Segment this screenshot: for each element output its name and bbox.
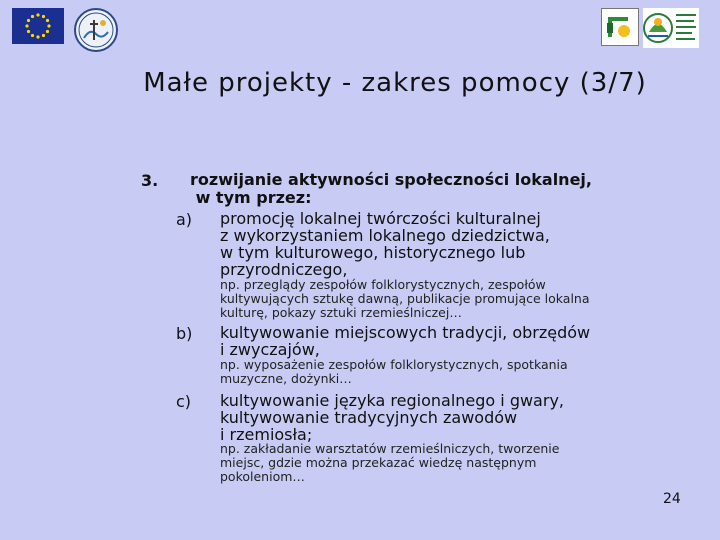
item-example-c: np. zakładanie warsztatów rzemieślniczych, tworzenie miejsc, gdzie można przekazać wiedzę następnym pokoleniom… [220,441,560,484]
item-letter-c: c) [176,392,192,411]
item-letter-b: b) [176,324,193,343]
prow-logo [643,8,699,48]
page-number: 24 [663,491,681,507]
item-letter-a: a) [176,210,193,229]
item-text-c: kultywowanie języka regionalnego i gwary, kultywowanie tradycyjnych zawodów i rzemiosła; [220,391,564,444]
item-text-b: kultywowanie miejscowych tradycji, obrzędów i zwyczajów, [220,323,591,359]
section-intro: rozwijanie aktywności społeczności lokalnej, w tym przez: [190,170,592,207]
section-number: 3. [141,171,159,190]
item-example-a: np. przeglądy zespołów folklorystycznych, zespołów kultywujących sztukę dawną, publikacje promujące lokalna kulturę, pokazy sztuki rzemieślniczej… [220,277,590,320]
item-example-b: np. wyposażenie zespołów folklorystycznych, spotkania muzyczne, dożynki… [220,357,568,386]
slide-title: Małe projekty - zakres pomocy (3/7) [143,68,647,98]
item-text-a: promocję lokalnej twórczości kulturalnej z wykorzystaniem lokalnego dziedzictwa, w tym kulturowego, historycznego lub przyrodniczego, [220,209,550,279]
leader-logo [601,8,639,46]
round-emblem-logo [74,8,118,52]
eu-flag-logo [12,8,64,44]
